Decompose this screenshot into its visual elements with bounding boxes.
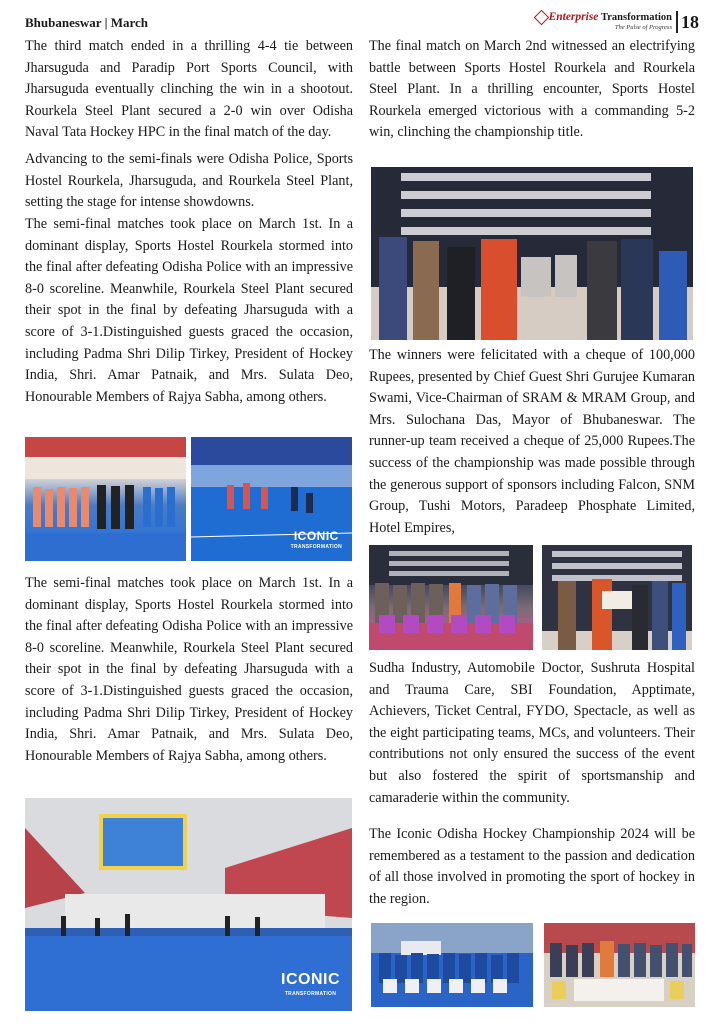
brand-name: Enterprise — [548, 11, 599, 23]
photo-stadium — [25, 798, 352, 1011]
photo-cheque-presentation — [542, 545, 692, 650]
photo-stadium-watermark: ICONIC TRANSFORMATION — [281, 971, 340, 997]
photo-match-action — [191, 437, 352, 561]
header-location-month: Bhubaneswar | March — [25, 15, 149, 30]
photo-team-group-banner-scene — [544, 923, 695, 1007]
left-paragraph-4: The semi-final matches took place on March 1st. In a dominant display, Sports Hostel Rourkela stormed into the final after defeating Odisha Police with an impressive 8-0 scoreline. Meanwhile, Rourkela Steel Plant secured their spot in the final by defeating Jharsuguda with a score of 3-1.Distinguished guests graced the occasion, including Padma Shri Dilip Tirkey, President of Hockey India, Shri. Amar Patnaik, and Mrs. Sulata Deo, Honourable Members of Rajya Sabha, among others. — [25, 575, 353, 764]
right-paragraph-1: The final match on March 2nd witnessed an electrifying battle between Sports Hostel Rourkela and Rourkela Steel Plant. In a thrilling encounter, Sports Hostel Rourkela emerged victorious with a commanding 5-2 win, clinching the championship title. — [369, 38, 695, 141]
right-paragraph-4: The Iconic Odisha Hockey Championship 2024 will be remembered as a testament to the passion and dedication of all those involved in promoting the sport of hockey in the region. — [369, 826, 695, 907]
photo-winners-team — [369, 545, 533, 650]
page-number: 18 — [676, 11, 699, 33]
header-brand-block — [536, 11, 699, 33]
photo-team-group-blue — [371, 923, 533, 1007]
brand-logo — [536, 11, 672, 31]
brand-suffix: Transformation — [601, 11, 672, 23]
photo-cheque-presentation-scene — [542, 545, 692, 650]
photo-team-lineup-scene — [25, 437, 186, 561]
photo-match-action-watermark: ICONIC TRANSFORMATION — [290, 529, 342, 550]
photo-winners-team-scene — [369, 545, 533, 650]
right-paragraph-3: Sudha Industry, Automobile Doctor, Sushruta Hospital and Trauma Care, SBI Foundation, Apptimate, Achievers, Ticket Central, FYDO, Spectacle, as well as the eight participating teams, MCs, and volunteers. Their contributions not only ensured the success of the event but also fostered the spirit of sportsmanship and camaraderie within the community. — [369, 660, 695, 806]
left-paragraph-2: Advancing to the semi-finals were Odisha Police, Sports Hostel Rourkela, Jharsuguda, and Rourkela Steel Plant, setting the stage for intense showdowns. — [25, 151, 353, 211]
photo-trophy-ceremony-scene — [371, 167, 693, 340]
brand-diamond-icon — [533, 9, 549, 25]
photo-team-group-blue-scene — [371, 923, 533, 1007]
photo-team-group-banner — [544, 923, 695, 1007]
photo-team-lineup — [25, 437, 186, 561]
photo-trophy-ceremony — [371, 167, 693, 340]
left-paragraph-3: The semi-final matches took place on March 1st. In a dominant display, Sports Hostel Rourkela stormed into the final after defeating Odisha Police with an impressive 8-0 scoreline. Meanwhile, Rourkela Steel Plant secured their spot in the final by defeating Jharsuguda with a score of 3-1.Distinguished guests graced the occasion, including Padma Shri Dilip Tirkey, President of Hockey India, Shri. Amar Patnaik, and Mrs. Sulata Deo, Honourable Members of Rajya Sabha, among others. — [25, 216, 353, 405]
brand-tagline: The Pulse of Progress — [614, 24, 672, 31]
left-paragraph-1: The third match ended in a thrilling 4-4 tie between Jharsuguda and Paradip Port Sports Council, with Jharsuguda eventually clinching the win in a shootout. Rourkela Steel Plant secured a 2-0 win over Odisha Naval Tata Hockey HPC in the final match of the day. — [25, 38, 353, 141]
right-paragraph-2: The winners were felicitated with a cheque of 100,000 Rupees, presented by Chief Guest Shri Gurujee Kumaran Swami, Vice-Chairman of SRAM & MRAM Group, and Mrs. Sulochana Das, Mayor of Bhubaneswar. The runner-up team received a cheque of 25,000 Rupees.The success of the championship was made possible through the generous support of sponsors including Falcon, SNM Group, Tushi Motors, Paradeep Phosphate Limited, Hotel Empires, — [369, 347, 695, 536]
